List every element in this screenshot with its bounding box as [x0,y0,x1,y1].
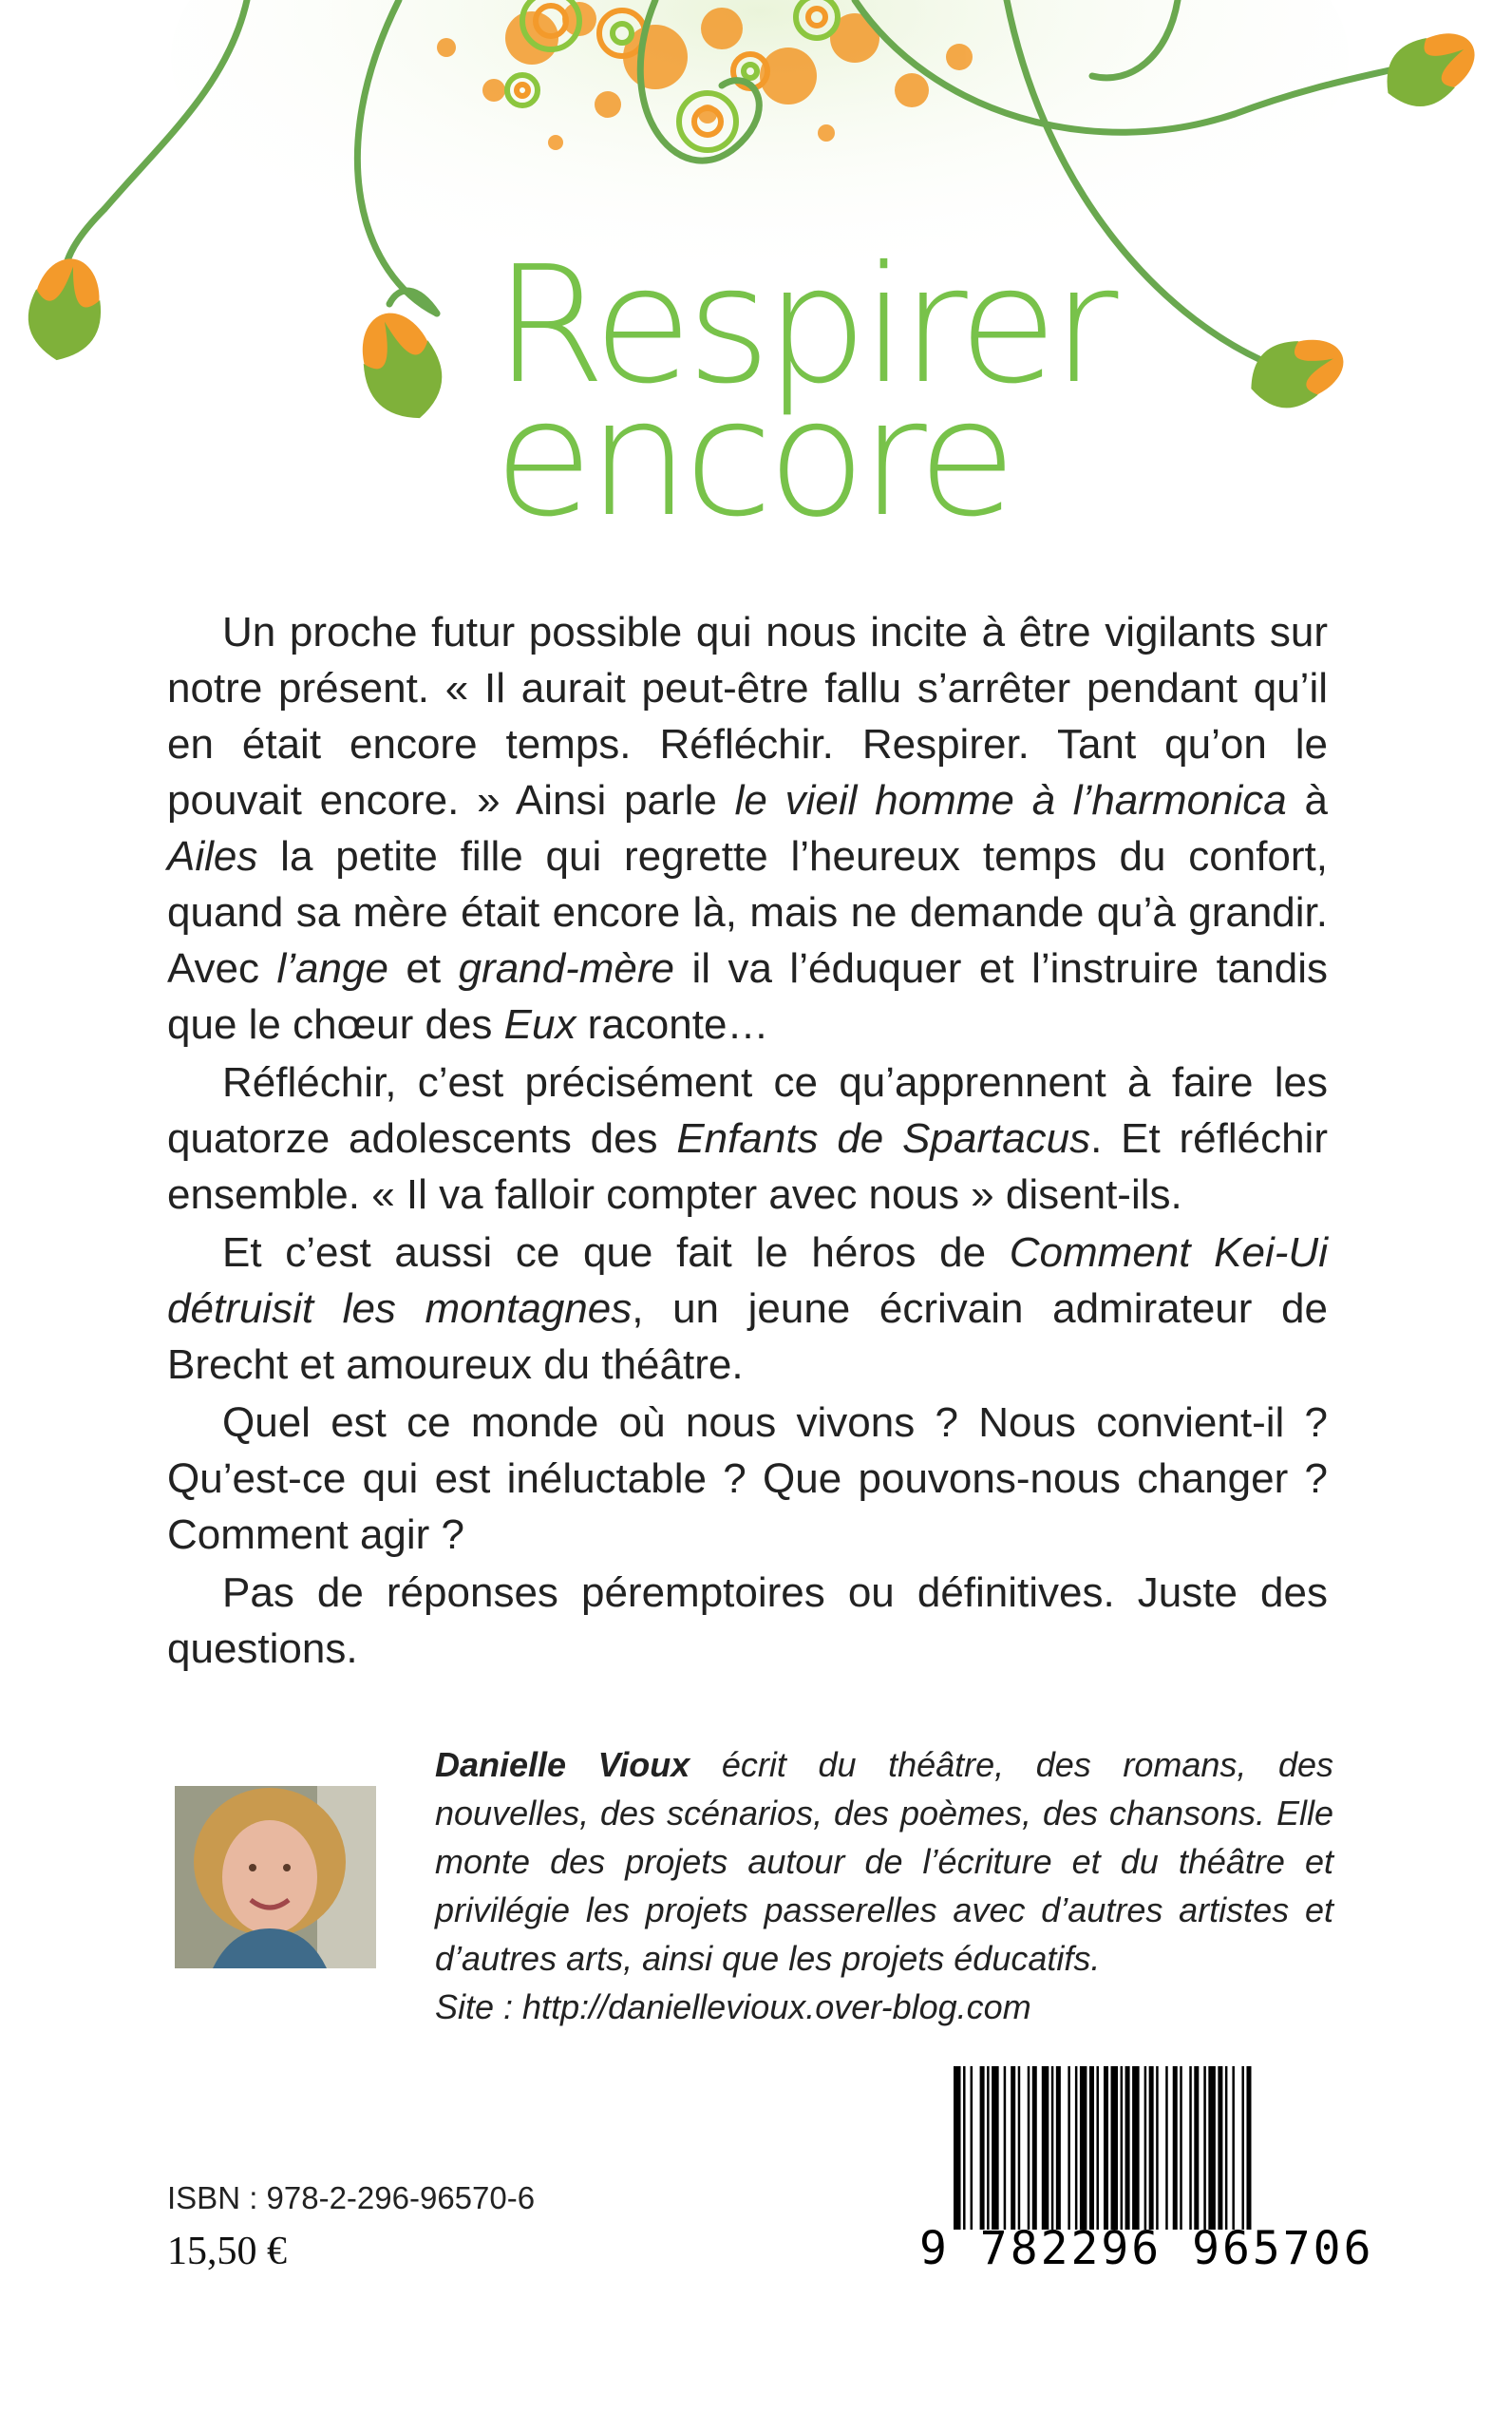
author-name: Danielle Vioux [435,1745,690,1784]
blurb-paragraph [167,1395,1328,1563]
text-run: Pas de réponses péremptoires ou définitives. Juste des questions. [167,1569,1328,1672]
text-run: Un proche futur possible qui nous incite à être vigilants sur notre présent. « Il aurait peut-être fallu s’arrêter pendant qu’il en était encore temps. Réfléchir. Respirer. Tant qu’on le pouvait encore. » Ainsi parle [167,609,1328,824]
author-bio-text: écrit du théâtre, des romans, des nouvelles, des scénarios, des poèmes, des chansons. Elle monte des projets autour de l’écriture et du théâtre et privilégie les projets passerelles avec d’autres artistes et d’autres arts, ainsi que les projets éducatifs. [435,1745,1333,1978]
isbn: ISBN : 978-2-296-96570-6 [167,2180,536,2215]
blurb-paragraph [167,604,1328,1053]
text-run: , un jeune écrivain admirateur de Brecht et amoureux du théâtre. [167,1285,1328,1388]
text-run: . Et réfléchir ensemble. « Il va falloir compter avec nous » disent-ils. [167,1115,1328,1218]
italic-run: le vieil homme à l’harmonica [734,777,1287,824]
text-run: la petite fille qui regrette l’heureux temps du confort, quand sa mère était encore là, mais ne demande qu’à grandir. Avec [167,833,1328,992]
barcode-bars [954,2066,1254,2230]
blurb-paragraph [167,1054,1328,1223]
italic-run: Ailes [167,833,258,880]
price: 15,50 € [167,2230,287,2273]
italic-run: l’ange [276,945,388,992]
text-run: Réfléchir, c’est précisément ce qu’apprennent à faire les quatorze adolescents des [167,1059,1328,1162]
italic-run: grand-mère [458,945,675,992]
book-title-line-1: Respirer [494,232,1113,420]
author-bio [435,1740,1333,2031]
text-run: Quel est ce monde où nous vivons ? Nous convient-il ? Qu’est-ce qui est inéluctable ? Que pouvons-nous changer ? Comment agir ? [167,1399,1328,1558]
text-run: raconte… [576,1001,769,1048]
text-run: il va l’éduquer et l’instruire tandis que le chœur des [167,945,1329,1048]
blurb-paragraph [167,1225,1328,1393]
italic-run: Comment Kei-Ui détruisit les montagnes [167,1229,1328,1332]
barcode-digits: 9 782296 965706 [919,2222,1374,2275]
italic-run: Eux [503,1001,576,1048]
text-run: et [387,945,459,992]
italic-run: Enfants de Spartacus [676,1115,1091,1162]
text-run: à [1286,777,1328,824]
text-run: Et c’est aussi ce que fait le héros de [222,1229,1010,1276]
barcode [912,2066,1374,2275]
blurb-paragraph [167,1565,1328,1677]
author-site: Site : http://daniellevioux.over-blog.com [435,1987,1031,2026]
back-cover-blurb [167,604,1328,1677]
book-title-line-2: encore [494,365,1011,553]
author-photo [175,1786,376,1968]
